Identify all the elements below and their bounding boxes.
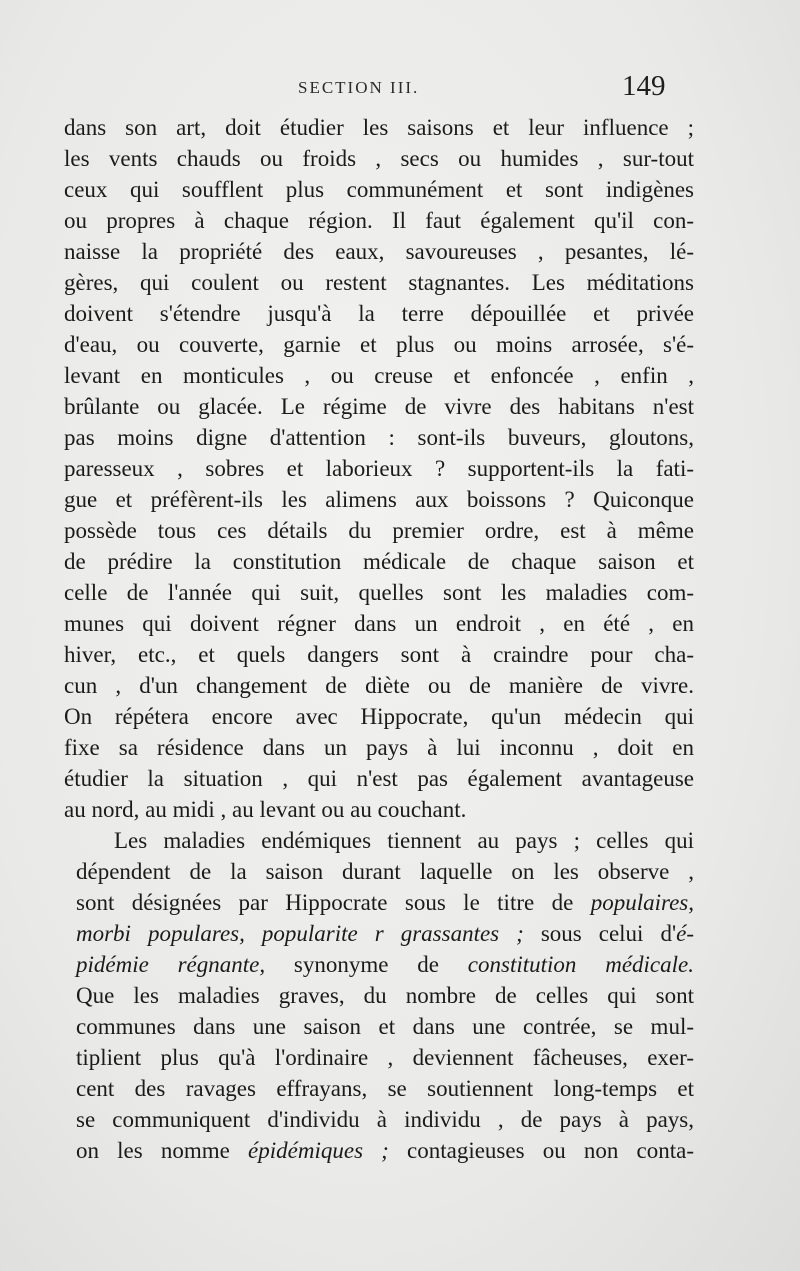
text-line: [76, 1135, 694, 1166]
italic-term: é-: [676, 921, 694, 946]
text-line: naisse la propriété des eaux, savoureuses , pesantes, lé-: [64, 239, 694, 264]
text-line: cun , d'un changement de diète ou de manière de vivre.: [64, 673, 694, 698]
text-line: au nord, au midi , au levant ou au couchant.: [64, 797, 467, 822]
text-line: se communiquent d'individu à individu , de pays à pays,: [76, 1107, 694, 1132]
text-line: dépendent de la saison durant laquelle on les observe ,: [76, 859, 694, 884]
italic-term: épidémiques ;: [248, 1138, 389, 1163]
running-head: SECTION III.: [298, 78, 420, 97]
text-line: [76, 949, 694, 980]
text-line: gue et préfèrent-ils les alimens aux boissons ? Quiconque: [64, 487, 694, 512]
text-line: ou propres à chaque région. Il faut également qu'il con-: [64, 208, 694, 233]
text-line: hiver, etc., et quels dangers sont à craindre pour cha-: [64, 642, 694, 667]
text-line: On répétera encore avec Hippocrate, qu'un médecin qui: [64, 704, 694, 729]
text-line: doivent s'étendre jusqu'à la terre dépouillée et privée: [64, 301, 694, 326]
text-line: les vents chauds ou froids , secs ou humides , sur-tout: [64, 146, 694, 171]
text-line: celle de l'année qui suit, quelles sont les maladies com-: [64, 580, 694, 605]
paragraph-1: [64, 112, 694, 825]
text-line: munes qui doivent régner dans un endroit , en été , en: [64, 611, 694, 636]
text-line: Les maladies endémiques tiennent au pays ; celles qui: [114, 828, 694, 853]
page-body: [64, 112, 694, 1166]
text-line: gères, qui coulent ou restent stagnantes. Les méditations: [64, 270, 694, 295]
text-line: Que les maladies graves, du nombre de celles qui sont: [76, 983, 694, 1008]
text-line: [76, 918, 694, 949]
text-line: brûlante ou glacée. Le régime de vivre des habitans n'est: [64, 394, 694, 419]
italic-term: constitution médicale.: [467, 952, 694, 977]
text-line: tiplient plus qu'à l'ordinaire , deviennent fâcheuses, exer-: [76, 1045, 694, 1070]
page-number: 149: [622, 70, 666, 102]
text-run: contagieuses ou non conta-: [388, 1138, 694, 1163]
text-line: possède tous ces détails du premier ordre, est à même: [64, 518, 694, 543]
paragraph-2: [64, 825, 694, 1166]
text-line: dans son art, doit étudier les saisons et leur influence ;: [64, 115, 694, 140]
text-line: étudier la situation , qui n'est pas également avantageuse: [64, 766, 694, 791]
text-line: paresseux , sobres et laborieux ? supportent-ils la fati-: [64, 456, 694, 481]
italic-term: pidémie régnante,: [76, 952, 266, 977]
text-line: communes dans une saison et dans une contrée, se mul-: [76, 1014, 694, 1039]
text-line: [76, 887, 694, 918]
italic-term: morbi populares, popularite r grassantes ;: [76, 921, 524, 946]
text-line: pas moins digne d'attention : sont-ils buveurs, gloutons,: [64, 425, 694, 450]
text-line: cent des ravages effrayans, se soutiennent long-temps et: [76, 1076, 694, 1101]
page-header: [0, 70, 800, 108]
text-line: fixe sa résidence dans un pays à lui inconnu , doit en: [64, 735, 694, 760]
italic-term: populaires,: [590, 890, 694, 915]
text-line: d'eau, ou couverte, garnie et plus ou moins arrosée, s'é-: [64, 332, 694, 357]
text-line: levant en monticules , ou creuse et enfoncée , enfin ,: [64, 363, 694, 388]
text-line: ceux qui soufflent plus communément et sont indigènes: [64, 177, 694, 202]
text-run: synonyme de: [265, 952, 468, 977]
text-run: sous celui d': [523, 921, 677, 946]
text-run: on les nomme: [76, 1138, 249, 1163]
text-line: de prédire la constitution médicale de chaque saison et: [64, 549, 694, 574]
text-run: sont désignées par Hippocrate sous le titre de: [76, 890, 591, 915]
